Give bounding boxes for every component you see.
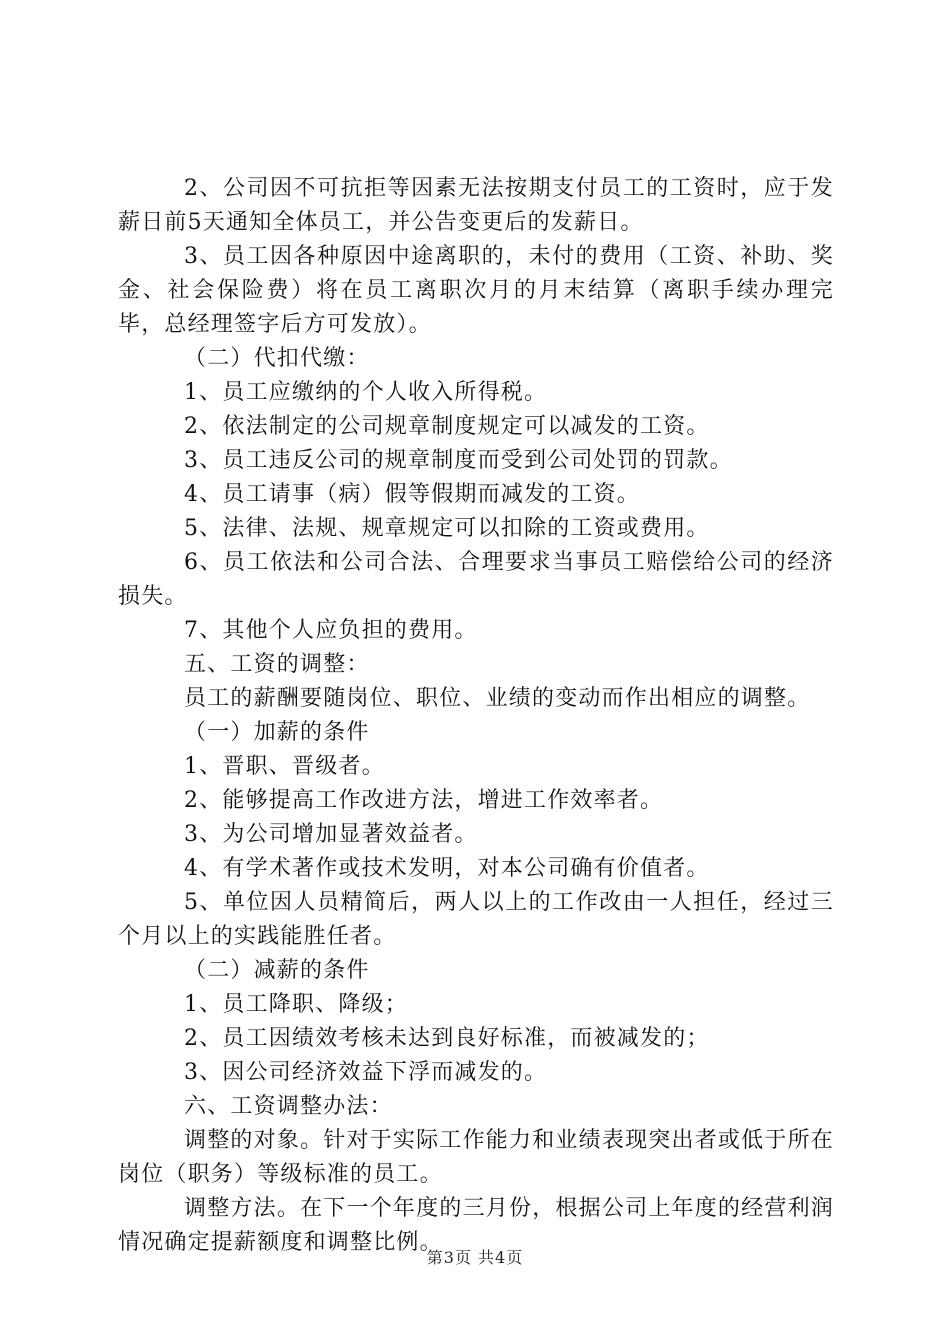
paragraph: 5、法律、法规、规章规定可以扣除的工资或费用。 [184,516,710,541]
subsection-heading: （一）加薪的条件 [184,720,370,745]
paragraph: 1、员工降职、降级； [184,992,408,1017]
section-heading: 六、工资调整办法： [184,1094,393,1119]
paragraph: 2、能够提高工作改进方法，增进工作效率者。 [184,788,664,813]
paragraph: 1、晋职、晋级者。 [184,754,385,779]
paragraph: 3、员工违反公司的规章制度而受到公司处罚的罚款。 [184,448,733,473]
section-heading: 五、工资的调整： [184,652,370,677]
paragraph: 7、其他个人应负担的费用。 [184,618,478,643]
paragraph: 1、员工应缴纳的个人收入所得税。 [184,380,548,405]
paragraph: 2、依法制定的公司规章制度规定可以减发的工资。 [184,414,710,439]
paragraph: 2、员工因绩效考核未达到良好标准，而被减发的； [184,1026,710,1051]
paragraph: 调整方法。在下一个年度的三月份，根据公司上年度的经营利润情况确定提薪额度和调整比例。 [118,1196,834,1255]
document-body [118,172,834,1260]
paragraph: （二）代扣代缴： [184,346,370,371]
paragraph: 3、因公司经济效益下浮而减发的。 [184,1060,548,1085]
page-number-footer: 第3页 共4页 [426,1248,524,1267]
paragraph: 5、单位因人员精简后，两人以上的工作改由一人担任，经过三个月以上的实践能胜任者。 [118,890,834,949]
paragraph: 6、员工依法和公司合法、合理要求当事员工赔偿给公司的经济损失。 [118,550,834,609]
paragraph: 3、员工因各种原因中途离职的，未付的费用（工资、补助、奖金、社会保险费）将在员工离职次月的月末结算（离职手续办理完毕，总经理签字后方可发放）。 [118,244,834,337]
paragraph: 4、员工请事（病）假等假期而减发的工资。 [184,482,640,507]
paragraph: 调整的对象。针对于实际工作能力和业绩表现突出者或低于所在岗位（职务）等级标准的员工。 [118,1128,834,1187]
subsection-heading: （二）减薪的条件 [184,958,370,983]
paragraph: 员工的薪酬要随岗位、职位、业绩的变动而作出相应的调整。 [184,686,811,711]
paragraph: 4、有学术著作或技术发明，对本公司确有价值者。 [184,856,710,881]
paragraph: 2、公司因不可抗拒等因素无法按期支付员工的工资时，应于发薪日前5天通知全体员工，并公告变更后的发薪日。 [118,176,834,235]
paragraph: 3、为公司增加显著效益者。 [184,822,478,847]
